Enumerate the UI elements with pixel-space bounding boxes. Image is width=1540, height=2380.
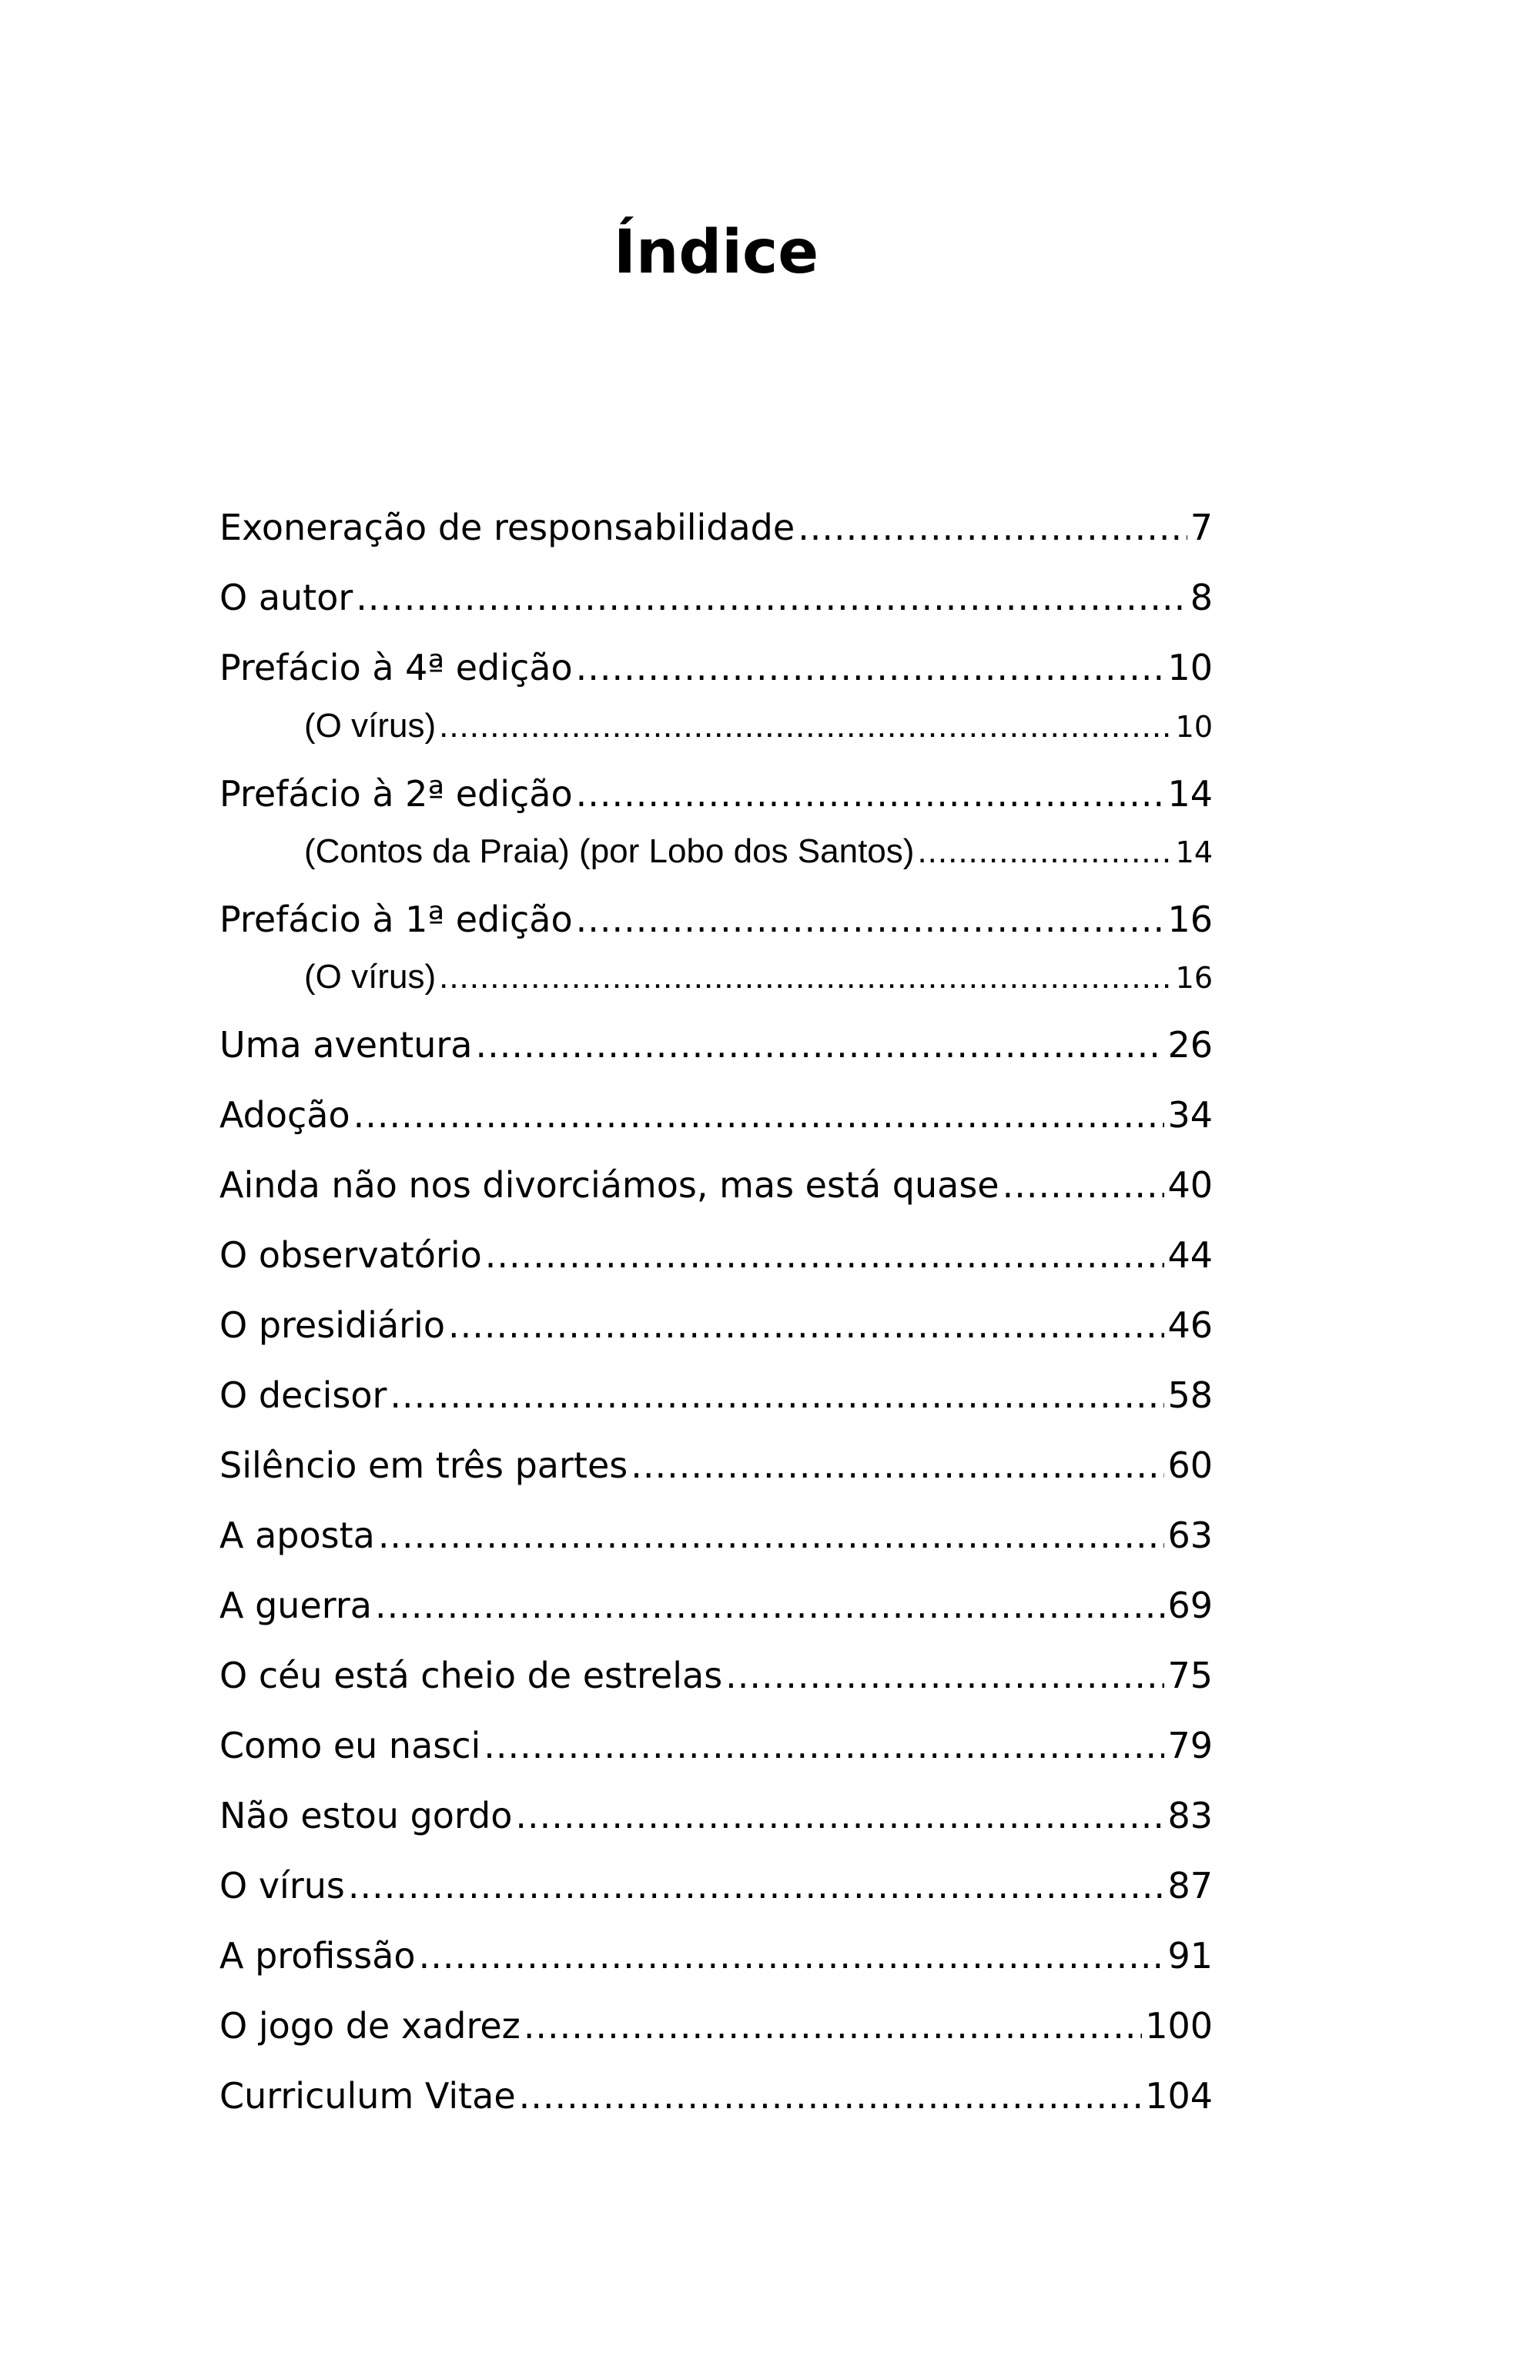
toc-entry-label: A aposta: [219, 1515, 375, 1556]
toc-entry-label: (O vírus): [304, 958, 437, 996]
dot-leader: [524, 1999, 1142, 2053]
toc-entry-label: Prefácio à 1ª edição: [219, 899, 573, 940]
dot-leader: [576, 767, 1165, 821]
toc-entry-label: A guerra: [219, 1585, 372, 1626]
toc-entry-label: Exoneração de responsabilidade: [219, 507, 795, 548]
dot-leader: [515, 1789, 1164, 1843]
toc-entry-label: Prefácio à 2ª edição: [219, 773, 573, 815]
toc-entry-page: 10: [1167, 647, 1213, 688]
dot-leader: [484, 1719, 1164, 1772]
toc-entry[interactable]: [219, 1158, 1213, 1212]
toc-entry-page: 58: [1167, 1374, 1213, 1416]
toc-entry-page: 16: [1175, 961, 1213, 995]
toc-subentry[interactable]: [219, 703, 1213, 749]
toc-entry-label: O céu está cheio de estrelas: [219, 1655, 723, 1696]
dot-leader: [390, 1368, 1164, 1422]
toc-entry[interactable]: [219, 767, 1213, 821]
toc-entry-page: 14: [1167, 773, 1213, 815]
dot-leader: [1003, 1158, 1165, 1212]
toc-entry[interactable]: [219, 1859, 1213, 1913]
toc-entry[interactable]: [219, 571, 1213, 624]
dot-leader: [798, 500, 1187, 554]
toc-entry-label: Ainda não nos divorciámos, mas está quase: [219, 1164, 999, 1206]
dot-leader: [439, 703, 1173, 749]
toc-entry[interactable]: [219, 641, 1213, 695]
toc-entry[interactable]: [219, 1999, 1213, 2053]
toc-entry-label: O presidiário: [219, 1304, 445, 1346]
toc-entry-page: 14: [1175, 835, 1213, 869]
toc-entry[interactable]: [219, 1789, 1213, 1843]
dot-leader: [576, 641, 1165, 695]
toc-entry-label: A profissão: [219, 1935, 416, 1977]
dot-leader: [439, 954, 1173, 1000]
toc-entry[interactable]: [219, 1438, 1213, 1492]
toc-entry-label: Como eu nasci: [219, 1725, 481, 1766]
toc-entry-label: O autor: [219, 577, 353, 618]
dot-leader: [448, 1298, 1164, 1352]
toc-entry[interactable]: [219, 1368, 1213, 1422]
toc-entry-page: 91: [1167, 1935, 1213, 1977]
toc-subentry[interactable]: [219, 954, 1213, 1000]
toc-entry-label: Adoção: [219, 1094, 350, 1136]
toc-entry-label: Prefácio à 4ª edição: [219, 647, 573, 688]
dot-leader: [348, 1859, 1165, 1913]
toc-entry[interactable]: [219, 2069, 1213, 2123]
toc-entry[interactable]: [219, 1018, 1213, 1072]
toc-entry-page: 46: [1167, 1304, 1213, 1346]
toc-entry[interactable]: [219, 500, 1213, 554]
toc-entry-label: (O vírus): [304, 707, 437, 745]
toc-entry[interactable]: [219, 1088, 1213, 1142]
toc-entry-page: 69: [1167, 1585, 1213, 1626]
toc-entry-page: 16: [1167, 899, 1213, 940]
dot-leader: [519, 2069, 1143, 2123]
toc-entry-page: 75: [1167, 1655, 1213, 1696]
toc-entry-page: 7: [1190, 507, 1213, 548]
toc-entry-label: Não estou gordo: [219, 1795, 513, 1836]
toc-entry-page: 10: [1175, 710, 1213, 744]
dot-leader: [485, 1228, 1165, 1282]
dot-leader: [631, 1438, 1164, 1492]
toc-entry-label: O decisor: [219, 1374, 387, 1416]
toc-entry-label: Curriculum Vitae: [219, 2075, 516, 2117]
dot-leader: [917, 828, 1172, 875]
toc-entry-page: 60: [1167, 1444, 1213, 1486]
toc-entry-page: 104: [1145, 2075, 1213, 2117]
toc-entry[interactable]: [219, 1228, 1213, 1282]
toc-entry-label: O jogo de xadrez: [219, 2005, 521, 2047]
toc-entry[interactable]: [219, 1719, 1213, 1772]
toc-entry-label: O observatório: [219, 1234, 482, 1276]
toc-entry[interactable]: [219, 1649, 1213, 1702]
toc-entry[interactable]: [219, 892, 1213, 946]
toc-entry-page: 100: [1145, 2005, 1213, 2047]
page-title: Índice: [613, 218, 819, 287]
toc-entry-page: 40: [1167, 1164, 1213, 1206]
dot-leader: [378, 1508, 1165, 1562]
toc-entry-label: Uma aventura: [219, 1024, 473, 1066]
dot-leader: [353, 1088, 1165, 1142]
toc-subentry[interactable]: [219, 828, 1213, 875]
dot-leader: [475, 1018, 1164, 1072]
toc-entry-label: Silêncio em três partes: [219, 1444, 628, 1486]
dot-leader: [356, 571, 1187, 624]
toc-entry-page: 8: [1190, 577, 1213, 618]
toc-entry[interactable]: [219, 1929, 1213, 1983]
dot-leader: [419, 1929, 1165, 1983]
toc-entry[interactable]: [219, 1298, 1213, 1352]
toc-entry-page: 63: [1167, 1515, 1213, 1556]
dot-leader: [725, 1649, 1164, 1702]
toc-entry-page: 34: [1167, 1094, 1213, 1136]
toc-entry-label: O vírus: [219, 1865, 345, 1906]
toc-entry-page: 44: [1167, 1234, 1213, 1276]
dot-leader: [375, 1578, 1165, 1632]
toc-entry[interactable]: [219, 1508, 1213, 1562]
toc-entry-page: 83: [1167, 1795, 1213, 1836]
dot-leader: [576, 892, 1165, 946]
toc-entry-page: 79: [1167, 1725, 1213, 1766]
toc-entry-page: 87: [1167, 1865, 1213, 1906]
toc-entry-page: 26: [1167, 1024, 1213, 1066]
toc-entry-label: (Contos da Praia) (por Lobo dos Santos): [304, 832, 915, 870]
toc-entry[interactable]: [219, 1578, 1213, 1632]
